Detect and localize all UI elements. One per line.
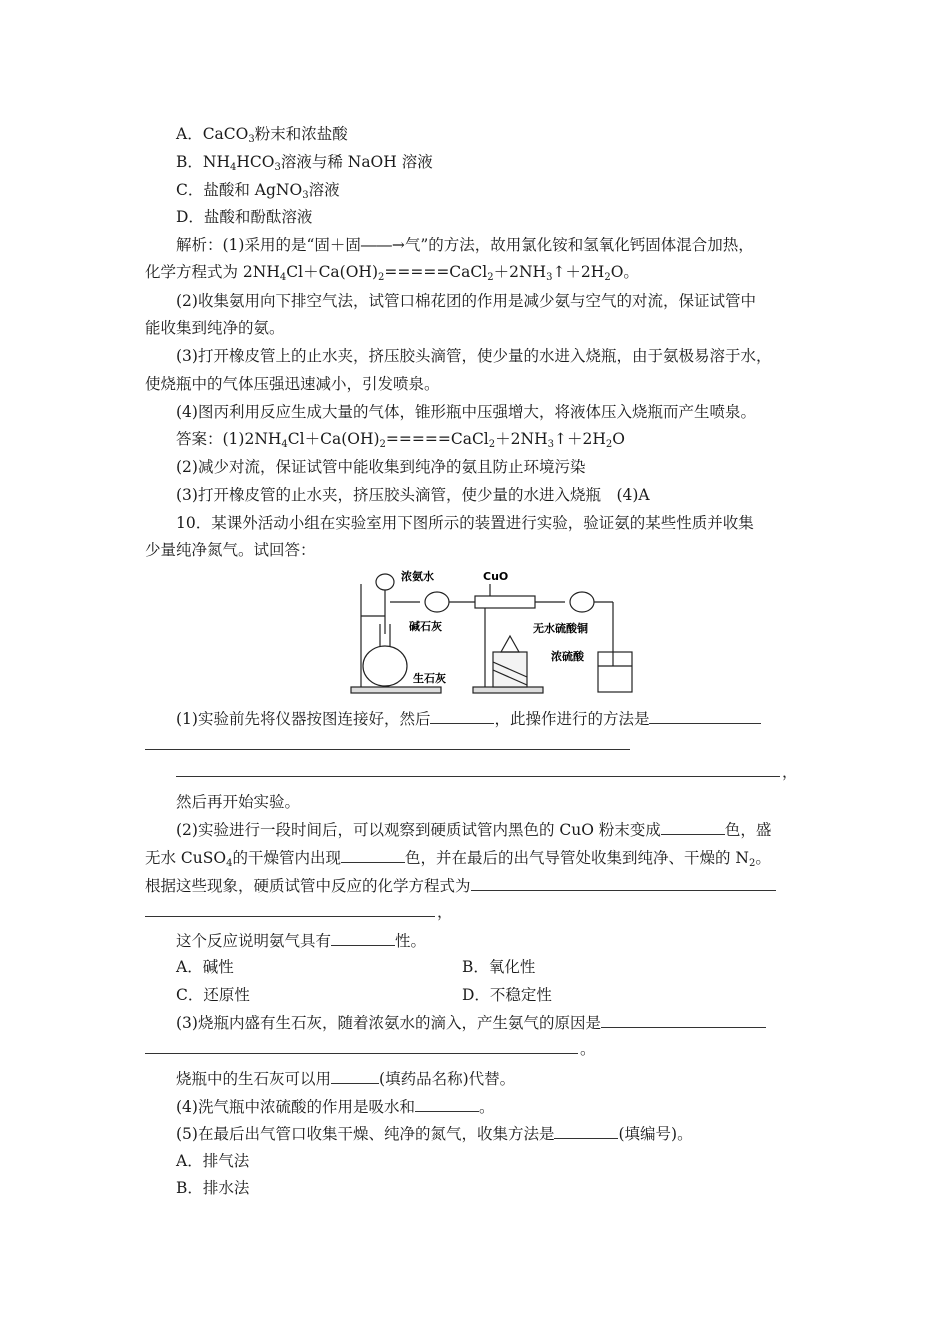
- label-ammonia: 浓氨水: [401, 570, 434, 583]
- q10-intro-1: 10．某课外活动小组在实验室用下图所示的装置进行实验，验证氨的某些性质并收集: [176, 514, 754, 532]
- q10-s2-line-e: 这个反应说明氨气具有 性。: [176, 932, 427, 950]
- answer-line[interactable]: [145, 1053, 578, 1054]
- q10-s2-line-b: 无水 CuSO$_4$的干燥管内出现 色，并在最后的出气导管处收集到纯净、干燥的 $N_2$。: [145, 849, 771, 869]
- answer-blank[interactable]: [331, 930, 395, 946]
- answer-blank[interactable]: [430, 708, 494, 724]
- option-exhaust: A．排气法: [176, 1152, 250, 1170]
- q10-s5-line: (5)在最后出气管口收集干燥、纯净的氮气，收集方法是 (填编号)。: [176, 1125, 693, 1143]
- label-cuo: CuO: [483, 570, 509, 583]
- dropping-funnel: [376, 574, 394, 590]
- apparatus-drawing: [345, 566, 635, 700]
- label-h2so4: 浓硫酸: [551, 650, 584, 663]
- burner-flame: [501, 636, 519, 652]
- answer-blank[interactable]: [601, 1012, 766, 1028]
- option-unstable: D．不稳定性: [462, 986, 552, 1004]
- answer-blank[interactable]: [471, 875, 776, 891]
- answer-2: (2)减少对流，保证试管中能收集到纯净的氨且防止环境污染: [176, 458, 586, 476]
- wash-bottle: [598, 652, 632, 692]
- answer-blank[interactable]: [341, 847, 405, 863]
- answer-blank[interactable]: [649, 708, 761, 724]
- q10-s3-line-c: 烧瓶中的生石灰可以用 (填药品名称)代替。: [176, 1070, 516, 1088]
- label-quicklime: 生石灰: [413, 672, 446, 685]
- label-cuso4: 无水硫酸铜: [533, 622, 588, 635]
- q10-s2-line-a: (2)实验进行一段时间后，可以观察到硬质试管内黑色的 CuO 粉末变成 色，盛: [176, 821, 772, 839]
- answer-line[interactable]: [176, 776, 780, 777]
- analysis-p2b: 能收集到纯净的氨。: [145, 319, 285, 337]
- analysis-p3b: 使烧瓶中的气体压强迅速减小，引发喷泉。: [145, 375, 440, 393]
- q10-s4-line: (4)洗气瓶中浓硫酸的作用是吸水和 。: [176, 1098, 495, 1116]
- hard-glass-tube: [475, 596, 535, 608]
- q10-s3-period: 。: [580, 1040, 596, 1058]
- mid-stand-base: [473, 687, 543, 693]
- drying-tube-2: [570, 592, 594, 612]
- left-stand-base: [351, 687, 441, 693]
- analysis-p1a: 解析：(1)采用的是“固＋固――→气”的方法，故用氯化铵和氢氧化钙固体混合加热，: [176, 236, 754, 254]
- q10-s2-line-c: 根据这些现象，硬质试管中反应的化学方程式为: [145, 875, 776, 896]
- option-water: B．排水法: [176, 1179, 250, 1197]
- option-basic: A．碱性: [176, 958, 234, 976]
- answer-1: 答案：$(1)2NH_4Cl+Ca(OH)_2=====CaCl_2+2NH_3↑+2H_2O$: [176, 430, 625, 450]
- answer-3: (3)打开橡皮管的止水夹，挤压胶头滴管，使少量的水进入烧瓶 (4)A: [176, 486, 650, 504]
- q10-s3-line-a: (3)烧瓶内盛有生石灰，随着浓氨水的滴入，产生氨气的原因是: [176, 1012, 766, 1033]
- answer-blank[interactable]: [661, 819, 725, 835]
- option-d: D．盐酸和酚酞溶液: [176, 208, 313, 226]
- option-c: C．盐酸和 AgNO$_3$溶液: [176, 181, 340, 201]
- answer-blank[interactable]: [415, 1096, 479, 1112]
- answer-blank[interactable]: [331, 1068, 379, 1084]
- answer-line[interactable]: [145, 749, 630, 750]
- analysis-p2a: (2)收集氨用向下排空气法，试管口棉花团的作用是减少氨与空气的对流，保证试管中: [176, 292, 756, 310]
- round-flask: [363, 646, 407, 686]
- q10-intro-2: 少量纯净氮气。试回答：: [145, 541, 316, 559]
- option-b: B．$NH_4HCO_3$溶液与稀 NaOH 溶液: [176, 153, 433, 173]
- analysis-p4: (4)图丙利用反应生成大量的气体，锥形瓶中压强增大，将液体压入烧瓶而产生喷泉。: [176, 403, 756, 421]
- label-soda-lime: 碱石灰: [409, 620, 442, 633]
- option-oxidizing: B．氧化性: [462, 958, 536, 976]
- analysis-p3a: (3)打开橡皮管上的止水夹，挤压胶头滴管，使少量的水进入烧瓶，由于氨极易溶于水，: [176, 347, 772, 365]
- option-a: A．CaCO$_3$粉末和浓盐酸: [176, 125, 348, 145]
- q10-s2-comma: ，: [437, 903, 453, 921]
- answer-line[interactable]: [145, 916, 435, 917]
- analysis-p1b: 化学方程式为 $2NH_4Cl+Ca(OH)_2=====CaCl_2+2NH_3↑+2H_2O$。: [145, 263, 639, 283]
- q10-s1-line-a: (1)实验前先将仪器按图连接好，然后 ，此操作进行的方法是: [176, 708, 761, 729]
- answer-blank[interactable]: [554, 1123, 618, 1139]
- apparatus-diagram: [345, 566, 635, 700]
- option-reducing: C．还原性: [176, 986, 250, 1004]
- q10-s1-comma: ，: [782, 763, 798, 781]
- drying-tube-1: [425, 592, 449, 612]
- q10-s1-line-d: 然后再开始实验。: [176, 793, 301, 811]
